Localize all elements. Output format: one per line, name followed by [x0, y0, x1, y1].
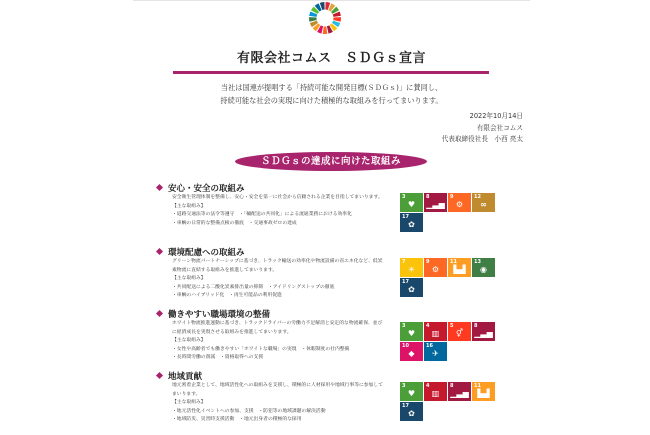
sdg-goal-3-tile: [400, 322, 423, 341]
signature-block: [442, 111, 523, 146]
goal-number: 17: [402, 279, 409, 285]
main-initiatives-label: 【主な取組み】: [172, 338, 206, 344]
section-title: 安心・安全の取組み: [168, 183, 245, 194]
section-body: [172, 194, 387, 228]
dove-icon: ✈: [432, 349, 439, 358]
cubes-icon: ⚙: [431, 265, 440, 274]
sdg-goal-16-tile: [424, 342, 447, 361]
heartbeat-icon: ♥: [407, 389, 416, 398]
goal-number: 8: [450, 383, 454, 389]
sdg-goal-13-tile: [472, 258, 495, 277]
section-body: [172, 258, 387, 301]
section-body: [172, 382, 387, 425]
growth-chart-icon: ▁▃▅: [450, 389, 469, 398]
sdg-goal-3-tile: [400, 193, 423, 212]
cubes-icon: ⚙: [455, 200, 464, 209]
intro-text: [133, 81, 530, 107]
section-title: 地域貢献: [168, 371, 203, 382]
city-icon: ▙▟: [453, 265, 466, 274]
goal-number: 7: [402, 259, 406, 265]
sdg-goal-17-tile: [400, 278, 423, 297]
goal-number: 11: [450, 259, 457, 265]
goal-number: 16: [426, 343, 433, 349]
heartbeat-icon: ♥: [407, 200, 416, 209]
diamond-bullet-icon: [156, 310, 163, 317]
declaration-date: 2022年10月14日: [469, 112, 523, 120]
sdgs-wheel-logo-icon: [308, 1, 342, 35]
sdg-goal-9-tile: [448, 193, 471, 212]
heartbeat-icon: ♥: [407, 329, 416, 338]
intro-line: 持続可能な社会の実現に向けた積極的な取組みを行ってまいります。: [220, 96, 443, 105]
main-initiatives-label: 【主な取組み】: [172, 276, 206, 282]
flower-rings-icon: ✿: [408, 220, 415, 229]
goal-number: 9: [450, 194, 454, 200]
goal-number: 3: [402, 194, 406, 200]
sdg-goal-11-tile: [448, 258, 471, 277]
infinity-icon: ∞: [480, 200, 487, 209]
sdg-goal-17-tile: [400, 402, 423, 421]
sun-icon: ☀: [407, 265, 416, 274]
section-heading: [155, 369, 525, 382]
initiative-item: ・地域防災、災害時支援活動 ・地元出身者の積極的な採用: [172, 417, 302, 423]
title-divider: [173, 71, 489, 74]
goal-number: 3: [402, 323, 406, 329]
section-heading: [155, 245, 525, 258]
equality-icon: ◆: [408, 349, 415, 358]
sdg-goal-10-tile: [400, 342, 423, 361]
intro-line: 当社は国連が提唱する「持続可能な開発目標(ＳＤＧｓ)」に賛同し、: [220, 83, 443, 92]
gender-icon: ⚥: [455, 329, 464, 338]
initiative-item: ・女性や高齢者でも働きやすい「ホワイトな職場」の実現 ・休暇制度の社内整備: [172, 346, 350, 352]
section-description: グリーン物流パートナーシップに基づき、トラック輸送の効率化や物流設備の省エネ化など、低炭素物流に直結する取組みを推進してまいります。: [172, 259, 383, 273]
initiative-item: ・共同配送による二酸化炭素排出量の抑制 ・アイドリングストップの徹底: [172, 284, 335, 290]
sdg-goal-icons: [400, 382, 495, 421]
initiative-item: ・長時間労働の削減 ・資格取得への支援: [172, 355, 264, 361]
section-body: [172, 320, 387, 363]
goal-number: 8: [426, 194, 430, 200]
section-heading: [155, 307, 525, 320]
page-title: 有限会社コムス ＳＤＧｓ宣言: [236, 51, 426, 66]
diamond-bullet-icon: [156, 248, 163, 255]
company-name: 有限会社コムス: [476, 123, 523, 132]
section-description: 安全衛生管理体制を整備し、安心・安全を第一に社会から信頼される企業を目指してまいります。: [172, 195, 383, 200]
initiative-item: ・地元活性化イベントへの参加、支援 ・防犯等の地域課題の解決活動: [172, 408, 326, 414]
section-description: ホワイト物流推進運動に基づき、トラックドライバーの労働力不足解消と安定的な物流確保、並びに経済成長を実現させる取組みを推進してまいります。: [172, 321, 383, 335]
main-initiatives-label: 【主な取組み】: [172, 203, 206, 209]
sdg-goal-icons: [400, 258, 495, 297]
initiative-item: ・車輌のハイブリッド化 ・再生可能品の利用促進: [172, 293, 282, 299]
sdg-goal-icons: [400, 322, 495, 361]
sdg-goal-11-tile: [472, 382, 495, 401]
goal-number: 8: [474, 323, 478, 329]
sdg-goal-7-tile: [400, 258, 423, 277]
initiative-item: ・道路交通法等の法令等遵守 ・「輸配送の共同化」による流通業務における効率化: [172, 212, 352, 218]
city-icon: ▙▟: [477, 389, 490, 398]
initiative-item: ・車輌の日常的な整備点検の徹底 ・交通事故ゼロの達成: [172, 220, 297, 226]
section-banner: ＳＤＧｓの達成に向けた取組み: [235, 152, 427, 171]
sdg-goal-5-tile: [448, 322, 471, 341]
growth-chart-icon: ▁▃▅: [474, 329, 493, 338]
goal-number: 13: [474, 259, 481, 265]
goal-number: 17: [402, 214, 409, 220]
sdg-goal-8-tile: [424, 193, 447, 212]
sdg-goal-8-tile: [448, 382, 471, 401]
goal-number: 5: [450, 323, 454, 329]
representative-name: 代表取締役社長 小西 亮太: [441, 135, 523, 143]
goal-number: 4: [426, 323, 430, 329]
section-description: 地元密着企業として、地域活性化への取組みを支援し、積極的に人材採用や地域行事等に参加してまいります。: [172, 383, 383, 397]
diamond-bullet-icon: [156, 184, 163, 191]
section-title: 働きやすい職場環境の整備: [168, 309, 271, 320]
sdg-goal-9-tile: [424, 258, 447, 277]
sdg-goal-8-tile: [472, 322, 495, 341]
goal-number: 4: [426, 383, 430, 389]
flower-rings-icon: ✿: [408, 409, 415, 418]
book-icon: ▥: [431, 389, 440, 398]
sdg-goal-4-tile: [424, 382, 447, 401]
goal-number: 11: [474, 383, 481, 389]
goal-number: 10: [402, 343, 409, 349]
sdg-goal-4-tile: [424, 322, 447, 341]
sdg-goal-icons: [400, 193, 495, 232]
goal-number: 17: [402, 403, 409, 409]
eye-globe-icon: ◉: [480, 265, 487, 274]
book-icon: ▥: [431, 329, 440, 338]
diamond-bullet-icon: [156, 372, 163, 379]
flower-rings-icon: ✿: [408, 285, 415, 294]
sdg-goal-3-tile: [400, 382, 423, 401]
main-initiatives-label: 【主な取組み】: [172, 400, 206, 406]
goal-number: 3: [402, 383, 406, 389]
goal-number: 12: [474, 194, 481, 200]
sdg-goal-12-tile: [472, 193, 495, 212]
section-title: 環境配慮への取組み: [168, 247, 245, 258]
sdg-goal-17-tile: [400, 213, 423, 232]
goal-number: 9: [426, 259, 430, 265]
growth-chart-icon: ▁▃▅: [426, 200, 445, 209]
